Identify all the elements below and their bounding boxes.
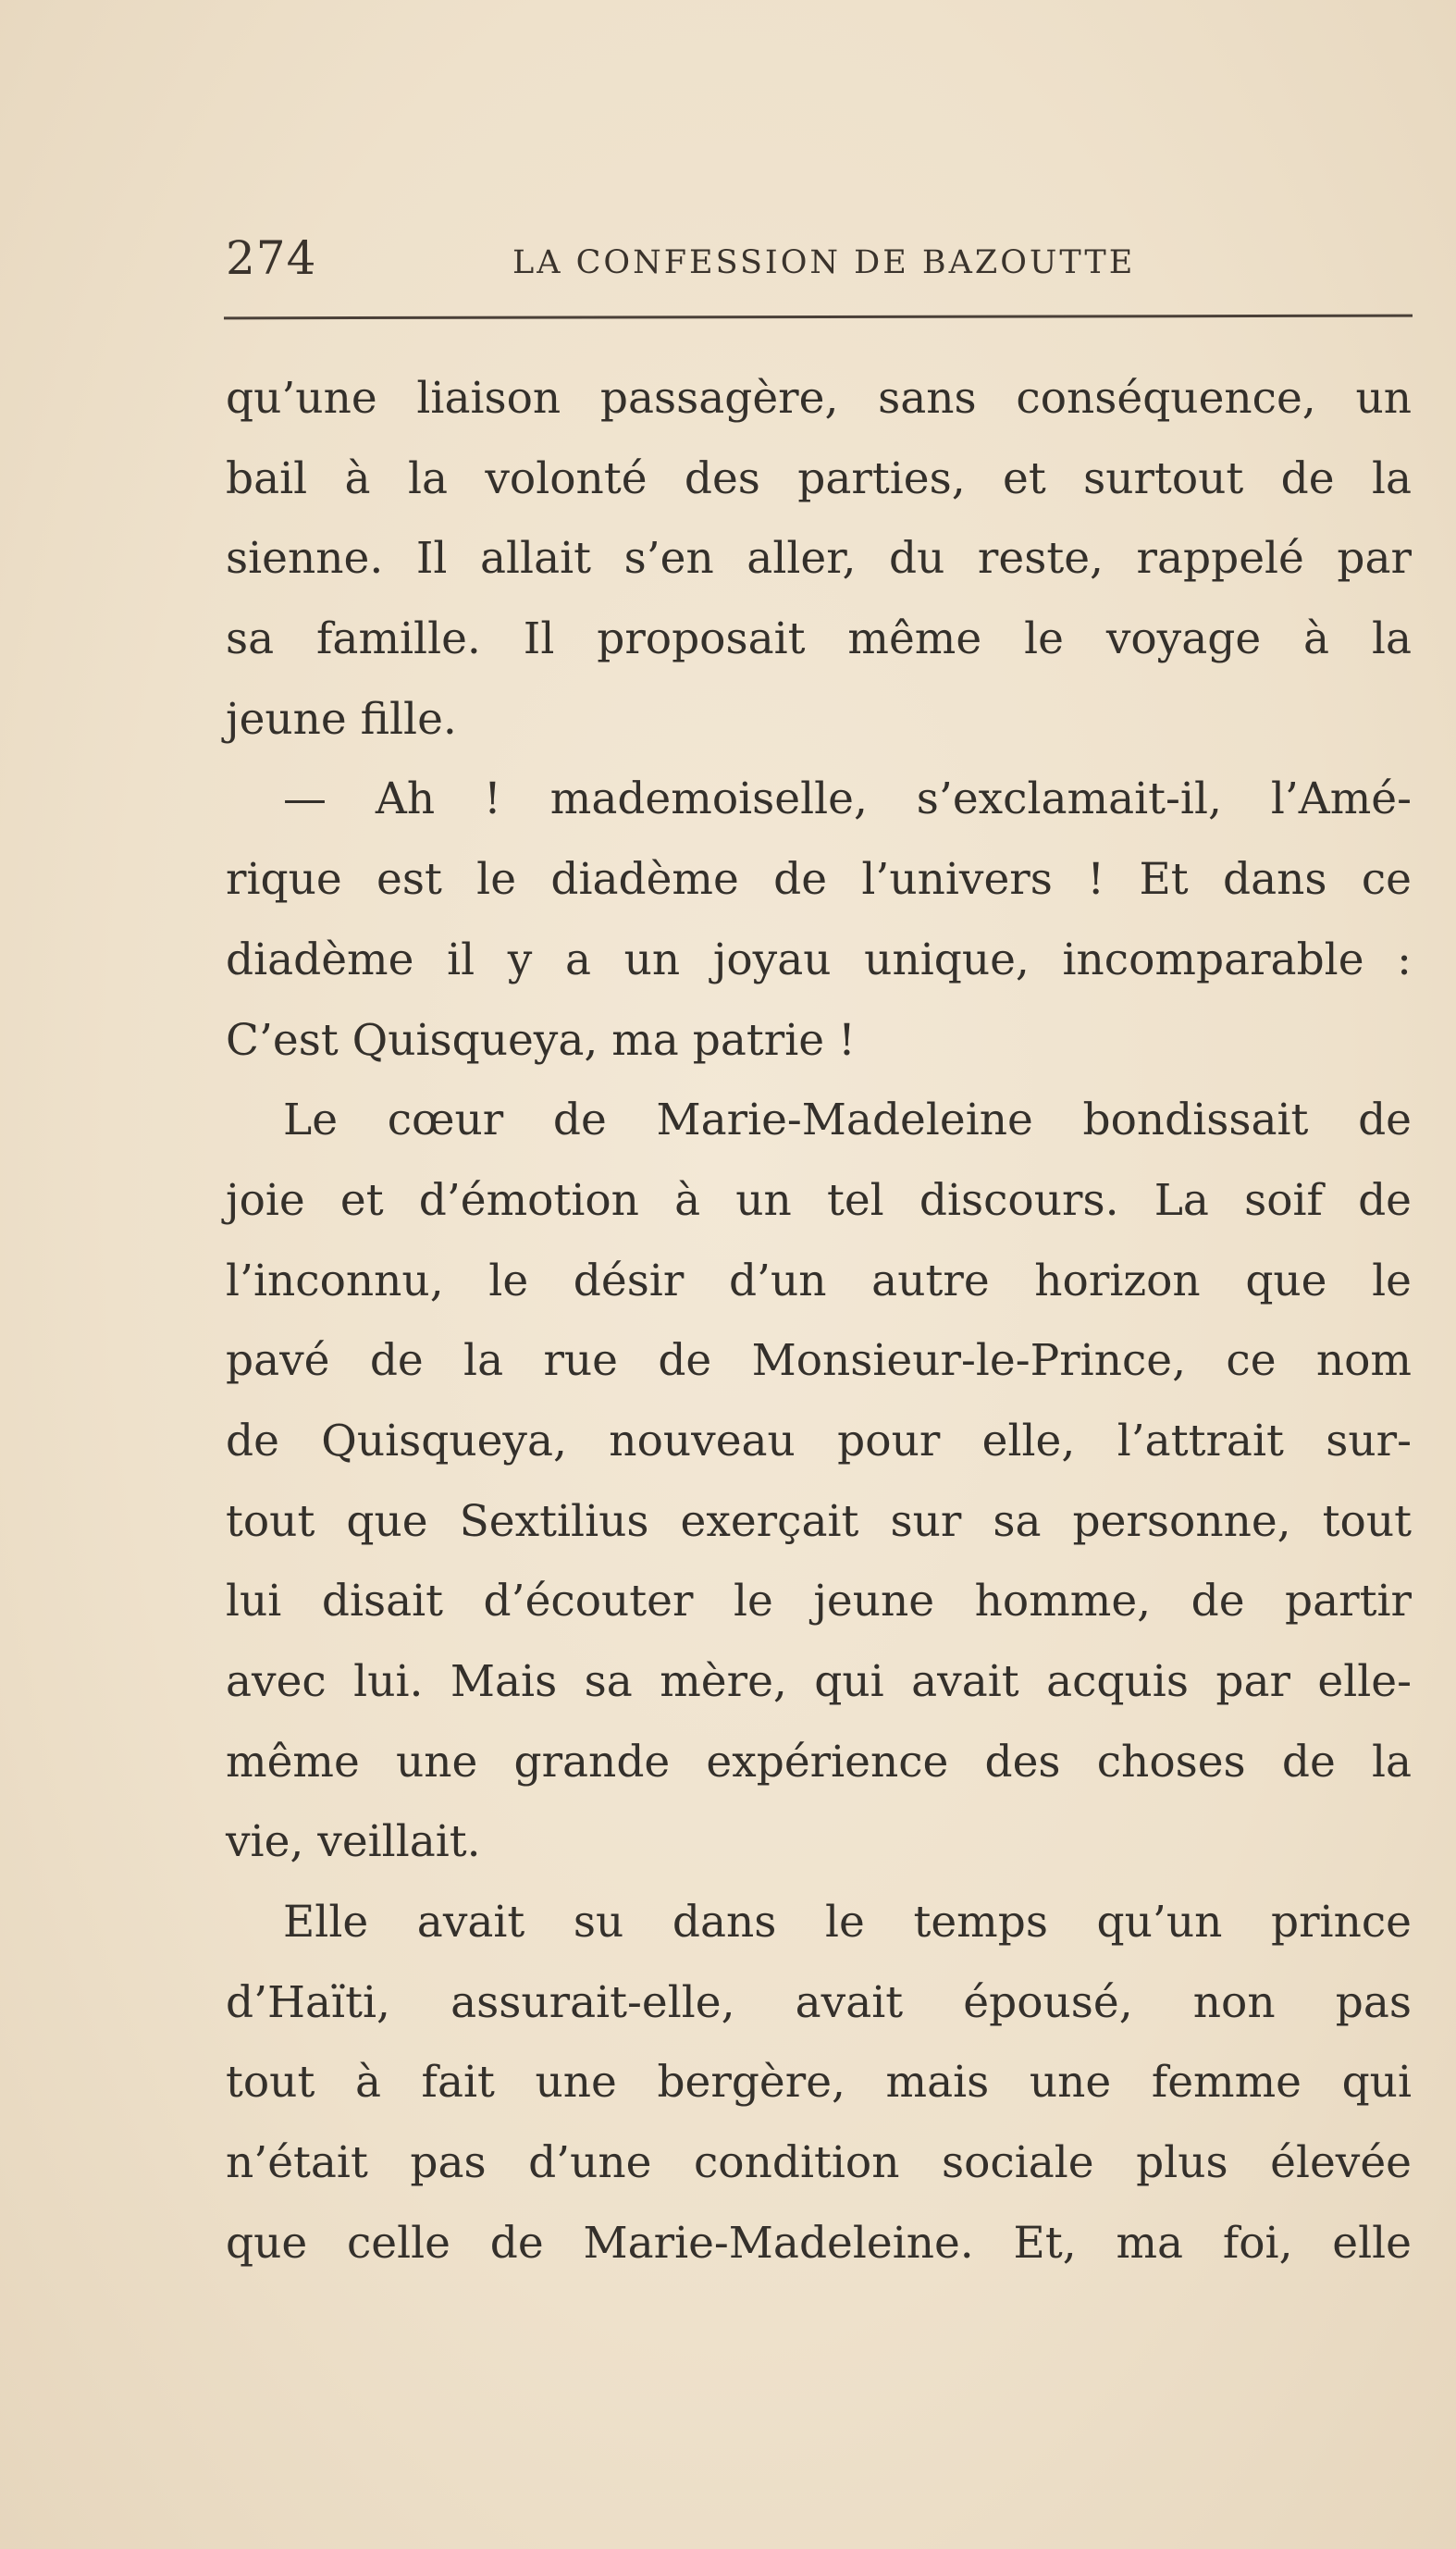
text-line: qu’une liaison passagère, sans conséquence, un xyxy=(226,373,1412,424)
header-rule xyxy=(224,315,1413,320)
text-line: sienne. Il allait s’en aller, du reste, rappelé par xyxy=(226,533,1412,585)
text-line: pavé de la rue de Monsieur-le-Prince, ce nom xyxy=(226,1335,1412,1387)
text-line: Elle avait su dans le temps qu’un prince xyxy=(283,1897,1412,1949)
text-line: lui disait d’écouter le jeune homme, de partir xyxy=(226,1576,1412,1627)
text-line: sa famille. Il proposait même le voyage à la xyxy=(226,613,1412,665)
text-line: jeune fille. xyxy=(226,693,457,745)
text-line: tout à fait une bergère, mais une femme qui xyxy=(226,2057,1412,2109)
text-line: même une grande expérience des choses de la xyxy=(226,1736,1412,1788)
text-line: n’était pas d’une condition sociale plus élevée xyxy=(226,2137,1412,2189)
text-line: joie et d’émotion à un tel discours. La soif de xyxy=(226,1174,1412,1226)
text-line: avec lui. Mais sa mère, qui avait acquis par elle- xyxy=(226,1656,1412,1707)
page-header xyxy=(226,231,1412,287)
text-line: d’Haïti, assurait-elle, avait épousé, non pas xyxy=(226,1976,1412,2028)
text-line: vie, veillait. xyxy=(226,1816,481,1868)
running-title: LA CONFESSION DE BAZOUTTE xyxy=(512,244,1136,281)
page-number: 274 xyxy=(226,231,317,285)
text-line: Le cœur de Marie-Madeleine bondissait de xyxy=(283,1095,1412,1146)
text-line: l’inconnu, le désir d’un autre horizon que le xyxy=(226,1255,1412,1306)
text-line: que celle de Marie-Madeleine. Et, ma foi, elle xyxy=(226,2217,1412,2269)
text-line: rique est le diadème de l’univers ! Et dans ce xyxy=(226,854,1412,906)
body-text xyxy=(226,359,1412,2284)
text-line: de Quisqueya, nouveau pour elle, l’attrait sur- xyxy=(226,1415,1412,1466)
text-line: tout que Sextilius exerçait sur sa personne, tout xyxy=(226,1495,1412,1547)
text-line: C’est Quisqueya, ma patrie ! xyxy=(226,1014,856,1066)
text-line: — Ah ! mademoiselle, s’exclamait-il, l’Amé- xyxy=(283,773,1412,825)
text-line: bail à la volonté des parties, et surtout de la xyxy=(226,452,1412,504)
text-line: diadème il y a un joyau unique, incomparable : xyxy=(226,934,1412,985)
